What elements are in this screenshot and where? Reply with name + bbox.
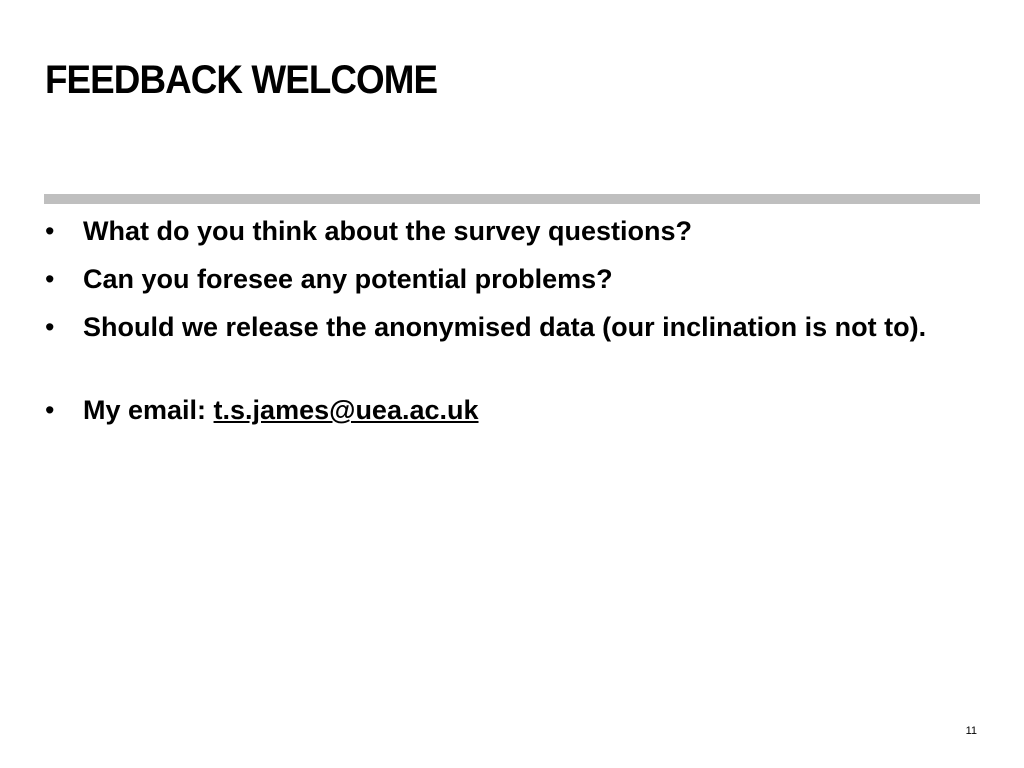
bullet-item-email	[45, 393, 965, 428]
bullet-item-potential-problems	[45, 262, 965, 297]
bullet-dot-icon: •	[45, 264, 55, 295]
bullet-dot-icon: •	[45, 395, 55, 426]
bullet-dot-icon: •	[45, 216, 55, 246]
bullet-text: Can you foresee any potential problems?	[83, 264, 613, 295]
email-label: My email:	[83, 395, 214, 426]
email-link[interactable]: t.s.james@uea.ac.uk	[213, 395, 479, 426]
bullet-dot-icon: •	[45, 312, 55, 343]
bullet-item-survey-questions	[45, 214, 965, 249]
page-number: 11	[965, 725, 977, 737]
bullet-list	[45, 214, 965, 441]
bullet-text: What do you think about the survey questions?	[83, 216, 693, 246]
bullet-text: Should we release the anonymised data (our inclination is not to).	[83, 312, 927, 343]
slide-title: FEEDBACK WELCOME	[45, 58, 438, 102]
title-divider	[44, 194, 980, 204]
bullet-item-release-data	[45, 310, 965, 345]
